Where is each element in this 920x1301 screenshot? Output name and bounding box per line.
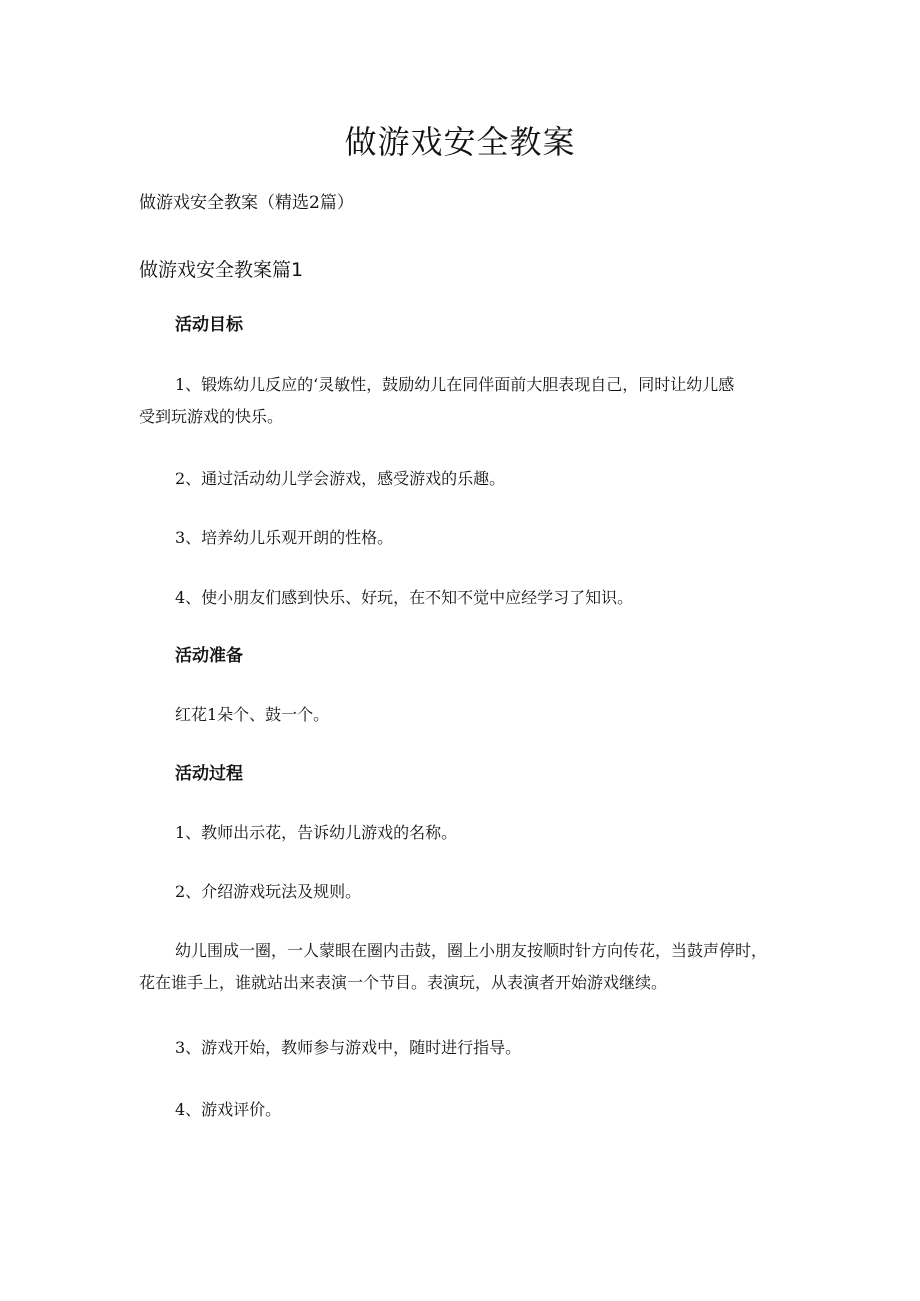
goal-paragraph-2 [139,466,789,492]
goal-paragraph-1-line-2: 受到玩游戏的快乐。 [139,407,284,426]
document-subtitle: 做游戏安全教案（精选2篇） [139,193,354,213]
goal-paragraph-1 [139,372,789,430]
document-title: 做游戏安全教案 [344,123,576,161]
prep-paragraph-1 [139,702,789,728]
heading-activity-prep: 活动准备 [175,646,243,666]
goal-paragraph-4 [139,585,789,611]
goal-paragraph-3-text: 3、培养幼儿乐观开朗的性格。 [175,528,394,547]
section-title: 做游戏安全教案篇1 [139,259,304,281]
process-paragraph-3 [139,938,789,996]
process-paragraph-1-text: 1、教师出示花，告诉幼儿游戏的名称。 [175,823,458,842]
process-paragraph-5-text: 4、游戏评价。 [175,1100,282,1119]
process-paragraph-3-line-1: 幼儿围成一圈，一人蒙眼在圈内击鼓，圈上小朋友按顺时针方向传花，当鼓声停时， [175,941,768,960]
process-paragraph-3-line-2: 花在谁手上，谁就站出来表演一个节目。表演玩，从表演者开始游戏继续。 [139,973,668,992]
process-paragraph-2-text: 2、介绍游戏玩法及规则。 [175,882,362,901]
goal-paragraph-2-text: 2、通过活动幼儿学会游戏，感受游戏的乐趣。 [175,469,506,488]
process-paragraph-2 [139,879,789,905]
process-paragraph-5 [139,1097,789,1123]
prep-paragraph-1-text: 红花1朵个、鼓一个。 [175,705,330,724]
process-paragraph-1 [139,820,789,846]
goal-paragraph-3 [139,525,789,551]
goal-paragraph-1-line-1: 1、锻炼幼儿反应的‘灵敏性，鼓励幼儿在同伴面前大胆表现自己，同时让幼儿感 [175,375,735,394]
heading-activity-process: 活动过程 [175,764,243,784]
heading-activity-goal: 活动目标 [175,315,243,335]
goal-paragraph-4-text: 4、使小朋友们感到快乐、好玩，在不知不觉中应经学习了知识。 [175,588,634,607]
process-paragraph-4 [139,1035,789,1061]
process-paragraph-4-text: 3、游戏开始，教师参与游戏中，随时进行指导。 [175,1038,522,1057]
